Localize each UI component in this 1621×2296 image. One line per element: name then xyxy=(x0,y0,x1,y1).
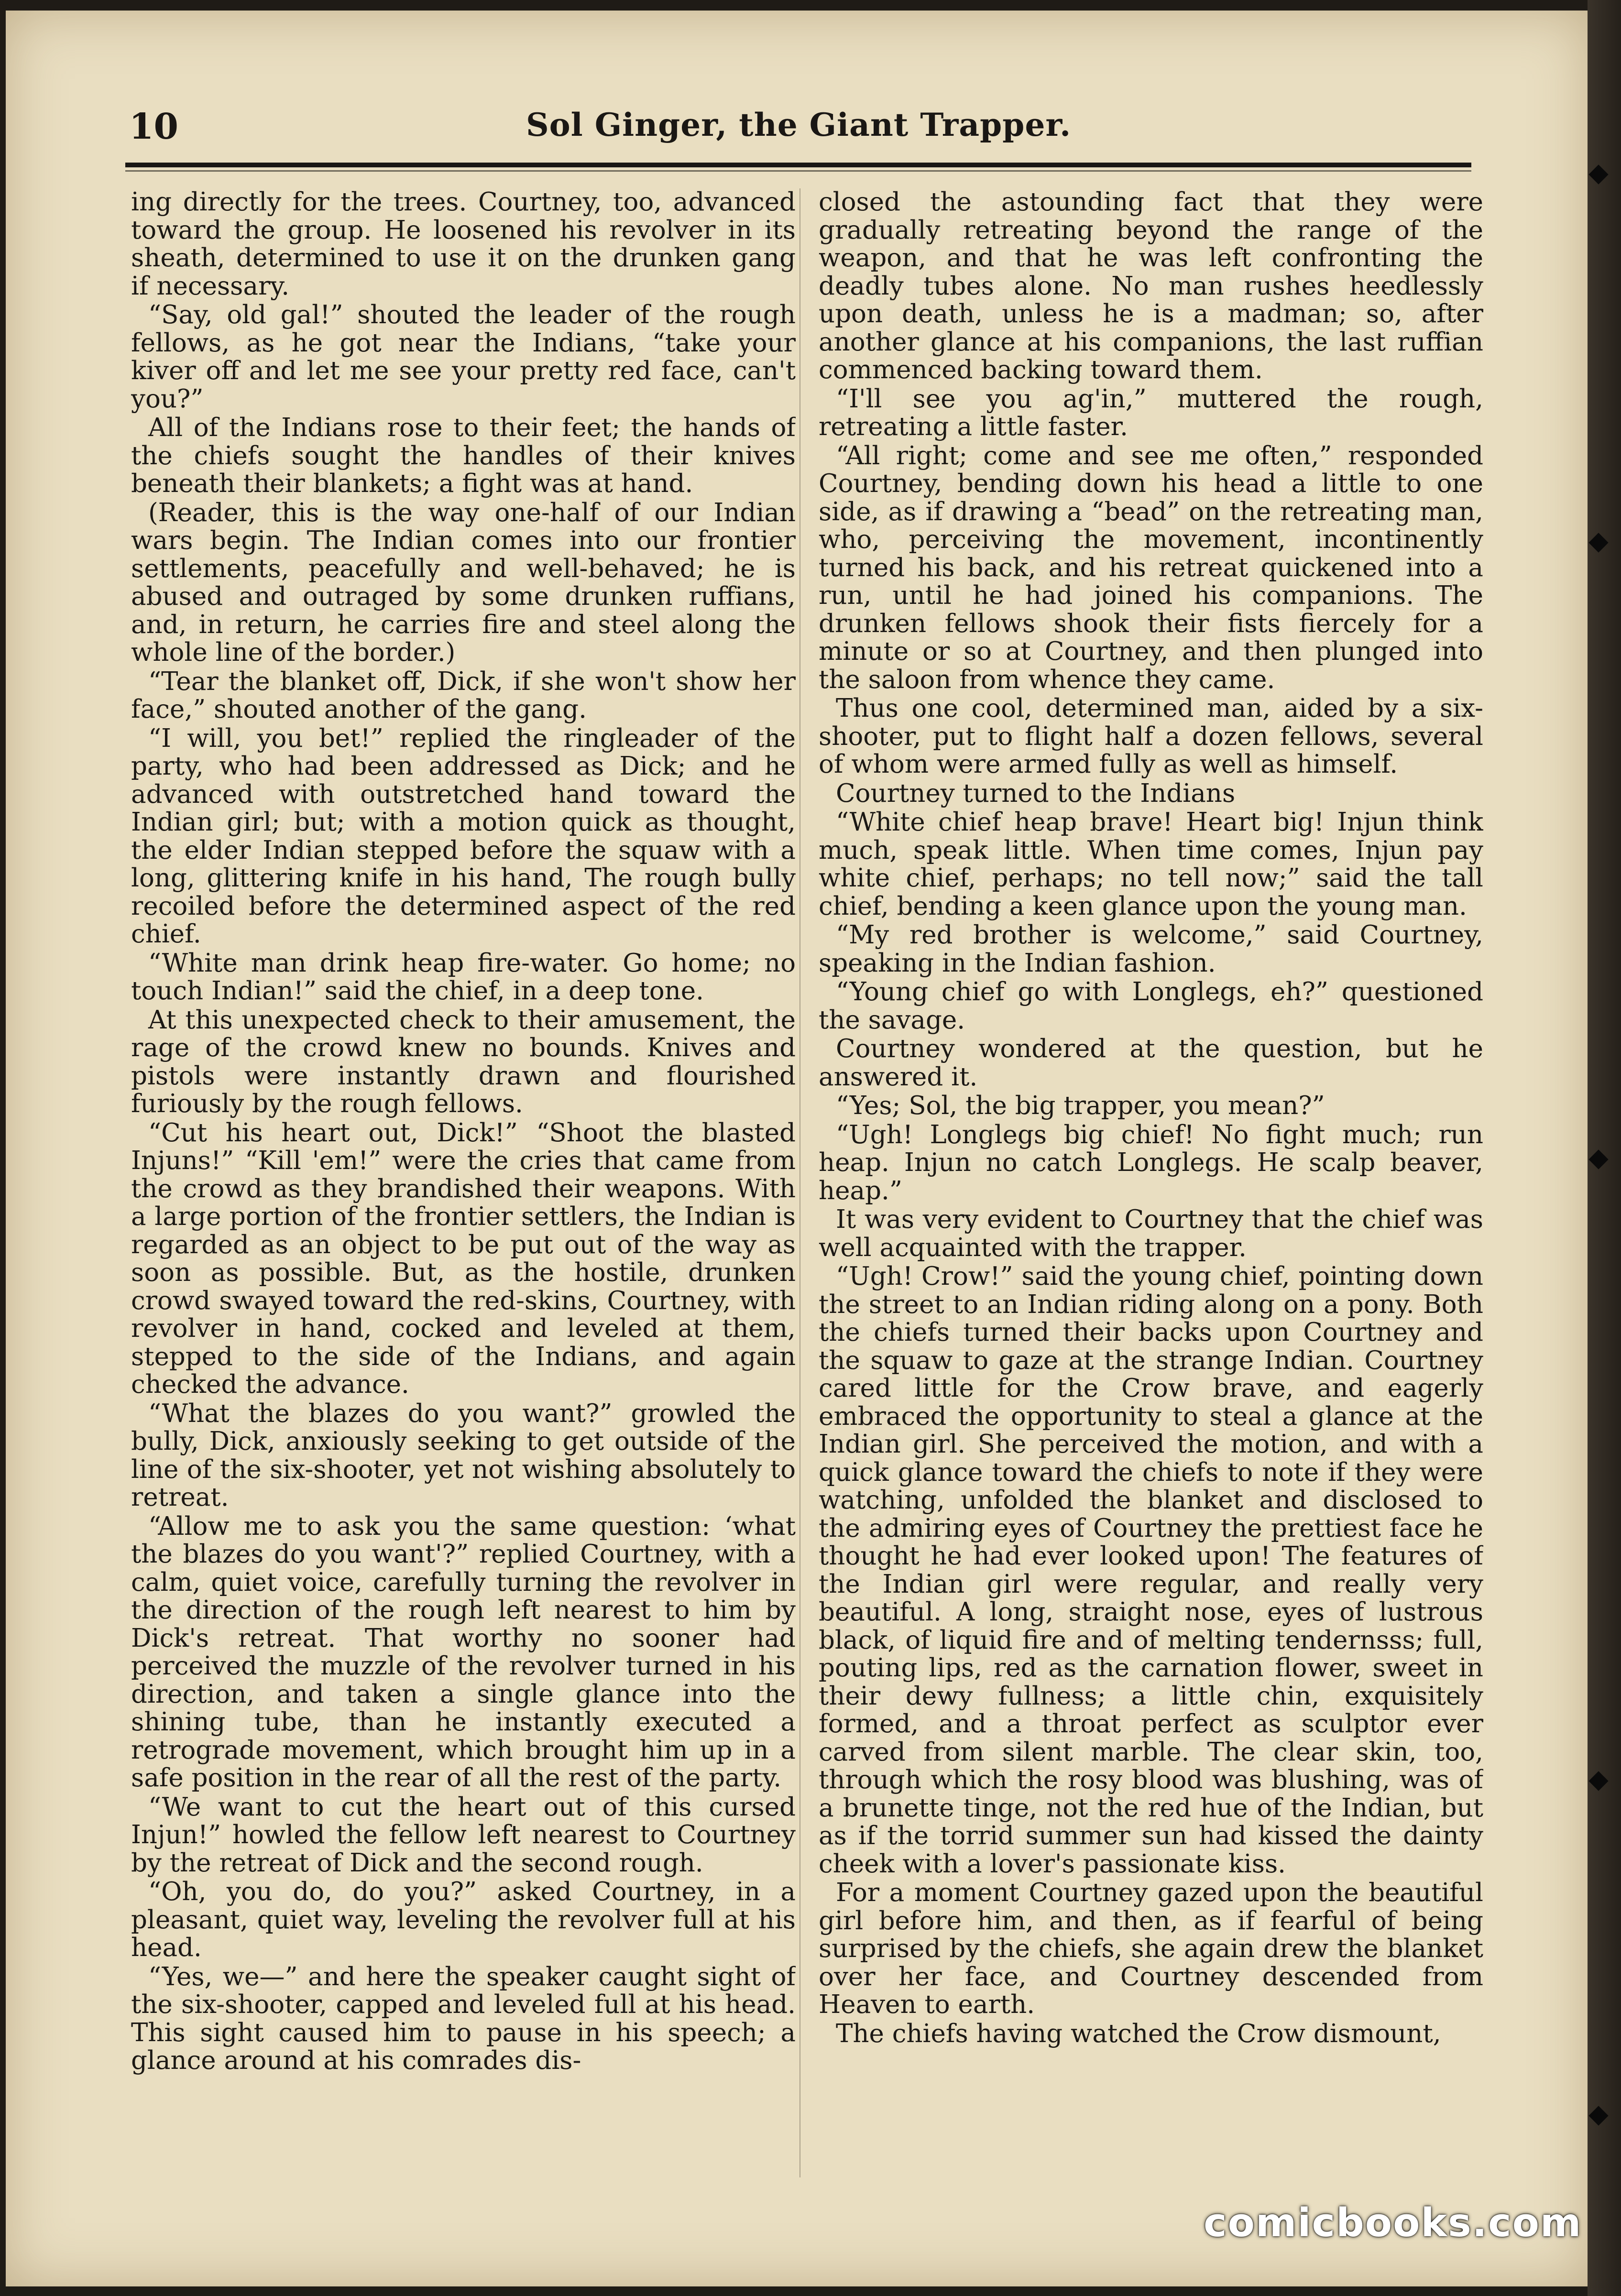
paragraph: The chiefs having watched the Crow dismount, xyxy=(836,2019,1441,2048)
staple-icon: ◆ xyxy=(1588,1764,1609,1794)
paragraph: “My red brother is welcome,” said Courtney, speaking in the Indian fashion. xyxy=(819,920,1483,978)
paragraph: Courtney turned to the Indians xyxy=(836,778,1236,808)
running-title: Sol Ginger, the Giant Trapper. xyxy=(526,106,1072,143)
paragraph: ing directly for the trees. Courtney, too, advanced toward the group. He loosened his revolver in its sheath, determined to use it on the drunken gang if necessary. xyxy=(131,188,796,301)
right-text-column xyxy=(819,188,1483,2182)
paragraph: Thus one cool, determined man, aided by a six-shooter, put to flight half a dozen fellows, several of whom were armed fully as well as himself. xyxy=(819,694,1483,779)
paragraph: closed the astounding fact that they were gradually retreating beyond the range of the weapon, and that he was left confronting the deadly tubes alone. No man rushes heedlessly upon death, unless he is a madman; so, after another glance at his companions, the last ruffian commenced backing toward them. xyxy=(819,188,1483,384)
left-text-column xyxy=(131,188,796,2182)
paragraph: “We want to cut the heart out of this cursed Injun!” howled the fellow left nearest to Courtney by the retreat of Dick and the second rough. xyxy=(131,1792,796,1878)
header-rule-thin xyxy=(125,170,1471,172)
site-watermark: comicbooks.com xyxy=(1204,2200,1582,2246)
paragraph: “I'll see you ag'in,” muttered the rough, retreating a little faster. xyxy=(819,384,1483,441)
staple-icon: ◆ xyxy=(1588,525,1609,556)
header-rule xyxy=(125,163,1471,167)
paragraph: “Ugh! Crow!” said the young chief, pointing down the street to an Indian riding along on a pony. Both the chiefs turned their backs upon Courtney and the squaw to gaze at the strange Indian. Courtney cared little for the Crow brave, and eagerly embraced the opportunity to steal a glance at the Indian girl. She perceived the motion, and with a quick glance toward the chiefs to note if they were watching, unfolded the blanket and disclosed to the admiring eyes of Courtney the prettiest face he thought he had ever looked upon! The features of the Indian girl were regular, and really very beautiful. A long, straight nose, eyes of lustrous black, of liquid fire and of melting tendernsss; full, pouting lips, red as the carnation flower, sweet in their dewy fullness; a little chin, exquisitely formed, and a throat perfect as sculptor ever carved from silent marble. The clear skin, too, through which the rosy blood was blushing, was of a brunette tinge, not the red hue of the Indian, but as if the torrid summer sun had kissed the dainty cheek with a lover's passionate kiss. xyxy=(819,1262,1483,1879)
paragraph: “All right; come and see me often,” responded Courtney, bending down his head a little to one side, as if drawing a “bead” on the retreating man, who, perceiving the movement, incontinently turned his back, and his retreat quickened into a run, until he had joined his companions. The drunken fellows shook their fists fiercely for a minute or so at Courtney, and then plunged into the saloon from whence they came. xyxy=(819,441,1483,694)
binding-edge xyxy=(1588,0,1621,2296)
paragraph: “White man drink heap fire-water. Go home; no touch Indian!” said the chief, in a deep tone. xyxy=(131,948,796,1006)
paragraph: All of the Indians rose to their feet; the hands of the chiefs sought the handles of their knives beneath their blankets; a fight was at hand. xyxy=(131,413,796,498)
paragraph: (Reader, this is the way one-half of our Indian wars begin. The Indian comes into our frontier settlements, peacefully and well-behaved; he is abused and outraged by some drunken ruffians, and, in return, he carries fire and steel along the whole line of the border.) xyxy=(131,498,796,667)
paragraph: It was very evident to Courtney that the chief was well acquainted with the trapper. xyxy=(819,1205,1483,1262)
page-number: 10 xyxy=(129,106,178,147)
page-header xyxy=(129,106,1468,159)
paragraph: “Say, old gal!” shouted the leader of the rough fellows, as he got near the Indians, “take your kiver off and let me see your pretty red face, can't you?” xyxy=(131,300,796,414)
paragraph: “White chief heap brave! Heart big! Injun think much, speak little. When time comes, Injun pay white chief, perhaps; no tell now;” said the tall chief, bending a keen glance upon the young man. xyxy=(819,808,1483,921)
paragraph: “What the blazes do you want?” growled the bully, Dick, anxiously seeking to get outside of the line of the six-shooter, yet not wishing absolutely to retreat. xyxy=(131,1399,796,1512)
paragraph: “Ugh! Longlegs big chief! No fight much; run heap. Injun no catch Longlegs. He scalp beaver, heap.” xyxy=(819,1120,1483,1205)
staple-icon: ◆ xyxy=(1588,1142,1609,1172)
paragraph: “Allow me to ask you the same question: ‘what the blazes do you want'?” replied Courtney, with a calm, quiet voice, carefully turning the revolver in the direction of the rough left nearest to him by Dick's retreat. That worthy no sooner had perceived the muzzle of the revolver turned in his direction, and taken a single glance into the shining tube, than he instantly executed a retrograde movement, which brought him up in a safe position in the rear of all the rest of the party. xyxy=(131,1511,796,1793)
staple-icon: ◆ xyxy=(1588,157,1609,187)
paragraph: “Yes; Sol, the big trapper, you mean?” xyxy=(836,1091,1325,1120)
paragraph: At this unexpected check to their amusement, the rage of the crowd knew no bounds. Knives and pistols were instantly drawn and flourished furiously by the rough fellows. xyxy=(131,1005,796,1118)
paragraph: “Yes, we—” and here the speaker caught sight of the six-shooter, capped and leveled full at his head. This sight caused him to pause in his speech; a glance around at his comrades dis- xyxy=(131,1962,796,2075)
paragraph: “Tear the blanket off, Dick, if she won't show her face,” shouted another of the gang. xyxy=(131,667,796,724)
paragraph: “I will, you bet!” replied the ringleader of the party, who had been addressed as Dick; and he advanced with outstretched hand toward the Indian girl; but; with a motion quick as thought, the elder Indian stepped before the squaw with a long, glittering knife in his hand, The rough bully recoiled before the determined aspect of the red chief. xyxy=(131,723,796,949)
staple-icon: ◆ xyxy=(1588,2099,1609,2129)
magazine-page xyxy=(6,11,1589,2286)
paragraph: For a moment Courtney gazed upon the beautiful girl before him, and then, as if fearful of being surprised by the chiefs, she again drew the blanket over her face, and Courtney descended from Heaven to earth. xyxy=(819,1878,1483,2019)
paragraph: Courtney wondered at the question, but he answered it. xyxy=(819,1034,1483,1092)
paragraph: “Cut his heart out, Dick!” “Shoot the blasted Injuns!” “Kill 'em!” were the cries that came from the crowd as they brandished their weapons. With a large portion of the frontier settlers, the Indian is regarded as an object to be put out of the way as soon as possible. But, as the hostile, drunken crowd swayed toward the red-skins, Courtney, with revolver in hand, cocked and leveled at them, stepped to the side of the Indians, and again checked the advance. xyxy=(131,1118,796,1399)
paragraph: “Young chief go with Longlegs, eh?” questioned the savage. xyxy=(819,977,1483,1035)
paragraph: “Oh, you do, do you?” asked Courtney, in a pleasant, quiet way, leveling the revolver full at his head. xyxy=(131,1877,796,1962)
